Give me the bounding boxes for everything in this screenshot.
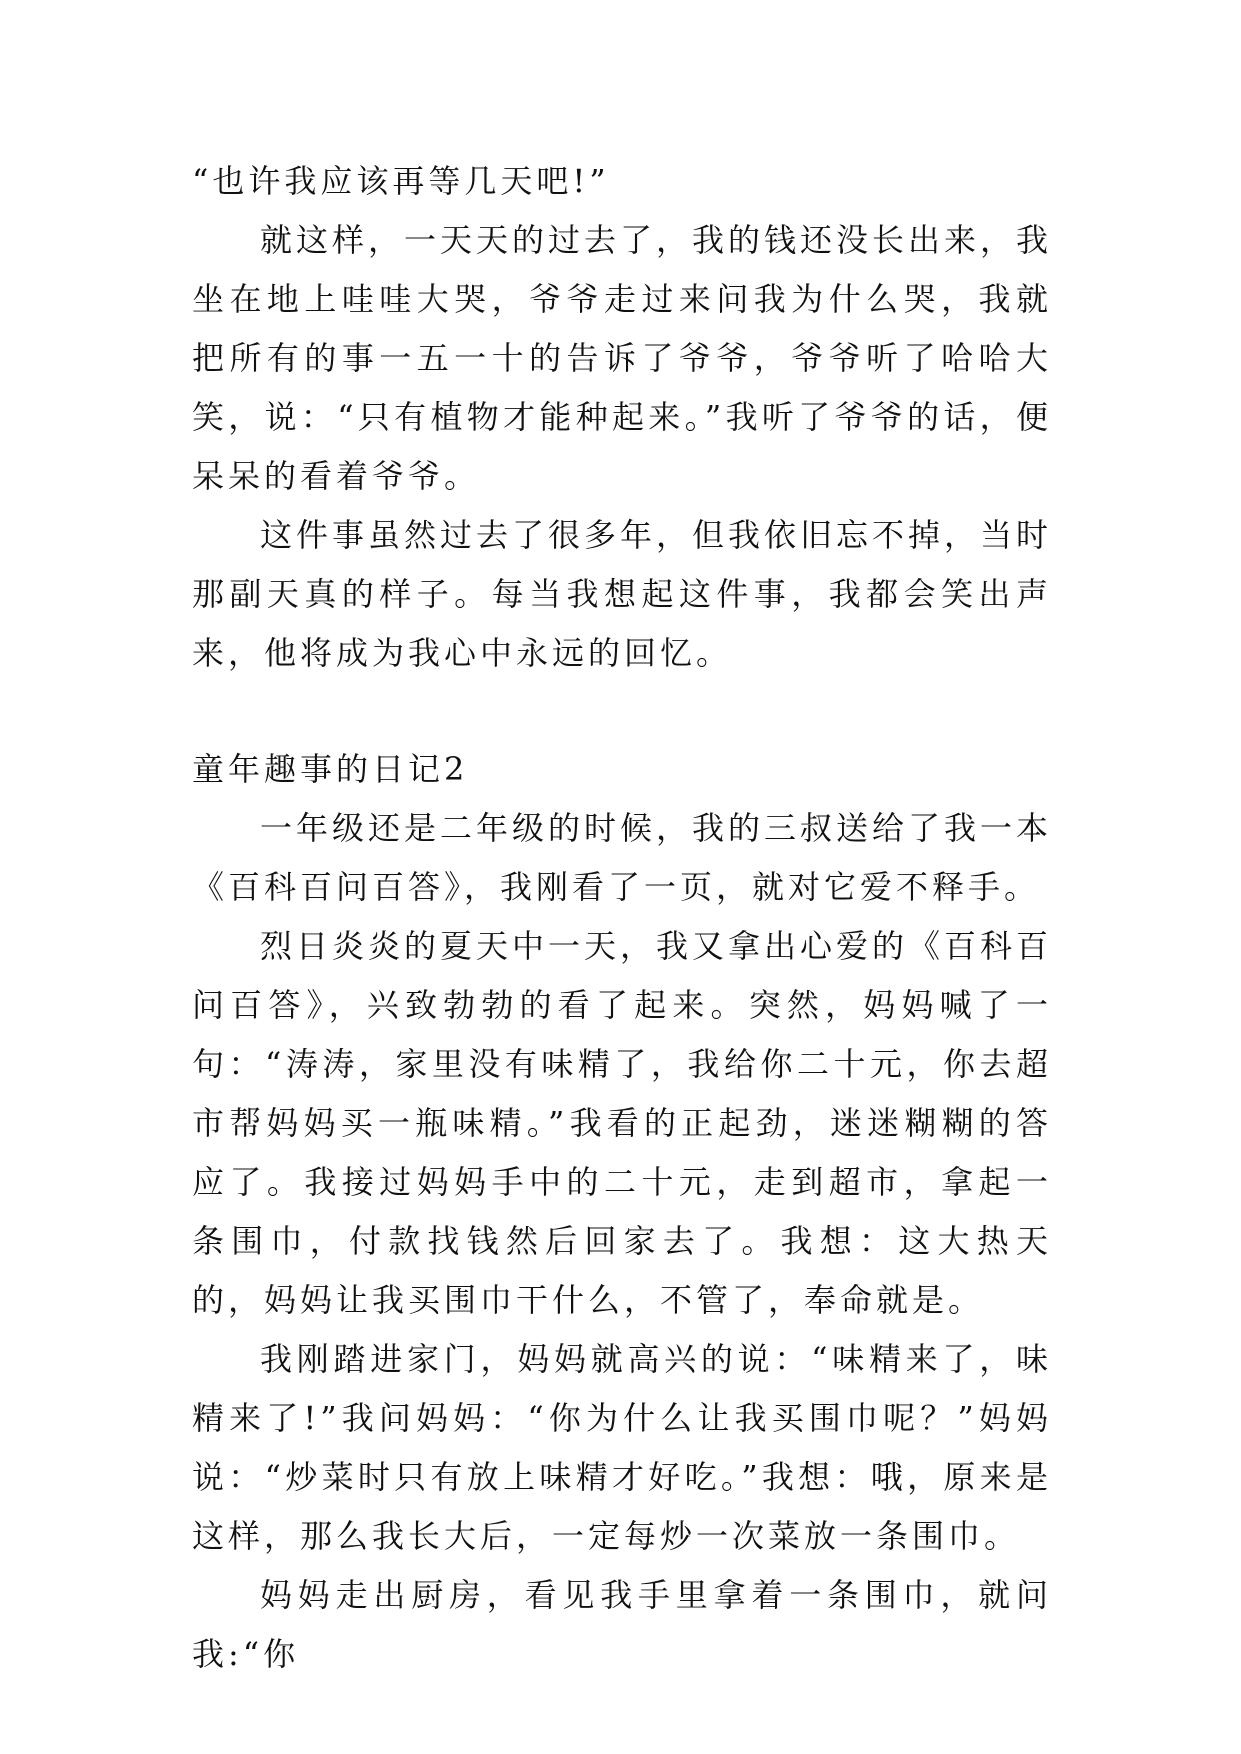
paragraph: 这件事虽然过去了很多年，但我依旧忘不掉，当时那副天真的样子。每当我想起这件事，我都会笑出声来，他将成为我心中永远的回忆。 — [192, 516, 1053, 672]
paragraph: 一年级还是二年级的时候，我的三叔送给了我一本《百科百问百答》，我刚看了一页，就对它爱不释手。 — [192, 809, 1053, 906]
paragraph: 我刚踏进家门，妈妈就高兴的说：“味精来了，味精来了!”我问妈妈：“你为什么让我买围巾呢？”妈妈说：“炒菜时只有放上味精才好吃。”我想：哦，原来是这样，那么我长大后，一定每炒一次菜放一条围巾。 — [192, 1340, 1052, 1555]
paragraph: 就这样，一天天的过去了，我的钱还没长出来，我坐在地上哇哇大哭，爷爷走过来问我为什么哭，我就把所有的事一五一十的告诉了爷爷，爷爷听了哈哈大笑，说：“只有植物才能种起来。”我听了爷爷的话，便呆呆的看着爷爷。 — [192, 221, 1053, 495]
document-body — [192, 152, 1052, 1684]
paragraph: 烈日炎炎的夏天中一天，我又拿出心爱的《百科百问百答》，兴致勃勃的看了起来。突然，妈妈喊了一句：“涛涛，家里没有味精了，我给你二十元，你去超市帮妈妈买一瓶味精。”我看的正起劲，迷迷糊糊的答应了。我接过妈妈手中的二十元，走到超市，拿起一条围巾，付款找钱然后回家去了。我想：这大热天的，妈妈让我买围巾干什么，不管了，奉命就是。 — [192, 927, 1053, 1319]
section-title: 童年趣事的日记2 — [192, 750, 469, 788]
paragraph-quote: “也许我应该再等几天吧!” — [192, 162, 610, 200]
section-gap — [192, 683, 1052, 740]
paragraph: 妈妈走出厨房，看见我手里拿着一条围巾，就问我:“你 — [192, 1576, 1052, 1673]
